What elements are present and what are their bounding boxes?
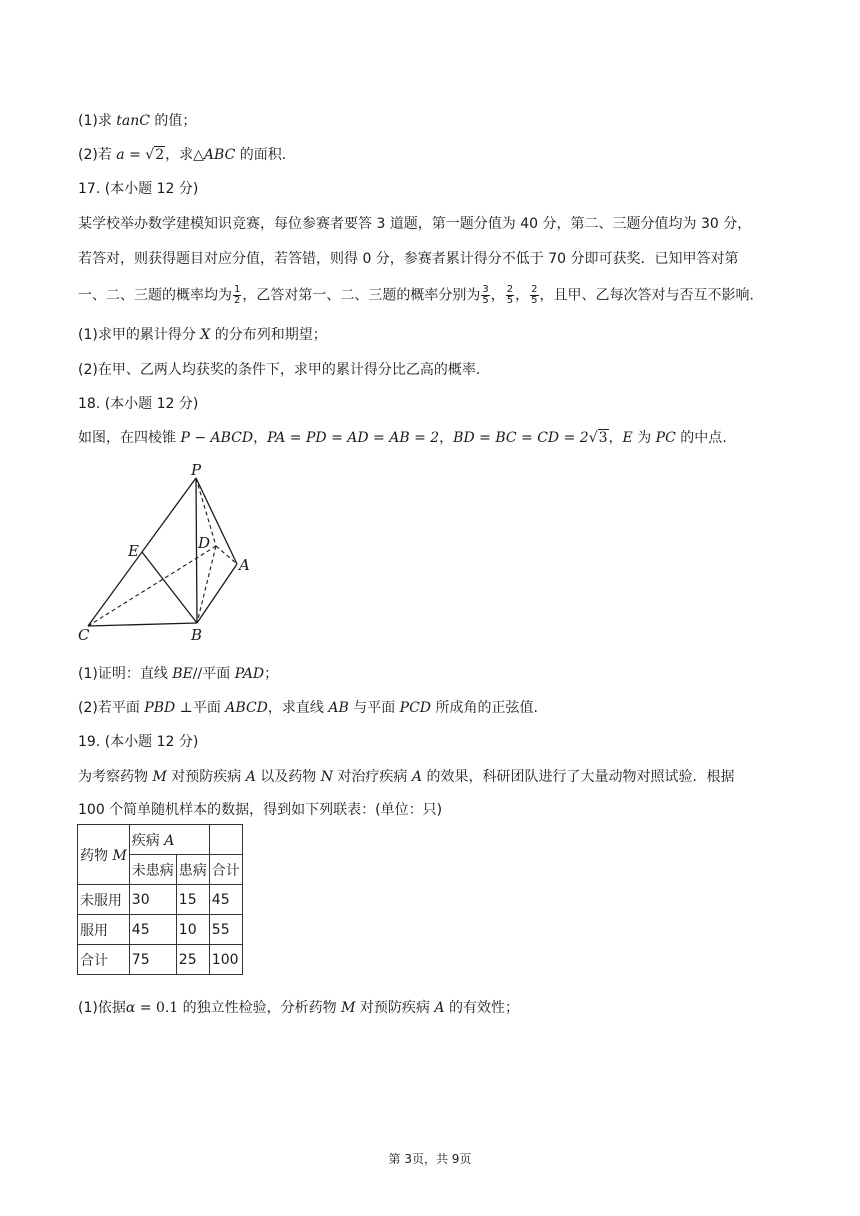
q18-part2: (2)若平面 PBD ⊥平面 ABCD，求直线 AB 与平面 PCD 所成角的正弦值. [78, 700, 538, 716]
edge-pb [196, 478, 197, 623]
table-col-header: 患病 [176, 855, 209, 885]
label-d: D [198, 534, 211, 552]
table-row-label: 未服用 [78, 885, 130, 915]
fraction-half: $\frac{1}{2}$ [234, 284, 241, 306]
q19-header: 19. (本小题 12 分) [78, 734, 199, 750]
table-row-header: 药物 M [78, 825, 130, 885]
label-p: P [191, 461, 202, 479]
q17-part2: (2)在甲、乙两人均获奖的条件下，求甲的累计得分比乙高的概率. [78, 362, 481, 378]
q19-part1: (1)依据α = 0.1 的独立性检验，分析药物 M 对预防疾病 A 的有效性； [78, 1000, 519, 1016]
edge-ba [197, 564, 237, 623]
sqrt-3: √3 [588, 430, 608, 446]
q17-line1: 某学校举办数学建模知识竞赛，每位参赛者要答 3 道题，第一题分值为 40 分，第二、三题分值均为 30 分， [78, 216, 752, 232]
table-col-header: 合计 [209, 855, 242, 885]
table-row [78, 945, 243, 975]
table-cell: 45 [129, 915, 176, 945]
label-c: C [78, 626, 90, 644]
table-row-label: 服用 [78, 915, 130, 945]
table-col-group: 疾病 A [129, 825, 209, 855]
table-row [78, 885, 243, 915]
edge-db [197, 546, 216, 623]
q17-line2: 若答对，则获得题目对应分值，若答错，则得 0 分，参赛者累计得分不低于 70 分即可获奖．已知甲答对第 [78, 251, 739, 267]
edge-da [216, 546, 237, 564]
q17-part1: (1)求甲的累计得分 X 的分布列和期望； [78, 327, 327, 343]
label-a: A [239, 556, 250, 574]
q19-line2: 100 个简单随机样本的数据，得到如下列联表：(单位：只) [78, 802, 443, 818]
q18-header: 18. (本小题 12 分) [78, 396, 199, 412]
table-empty-cell [209, 825, 242, 855]
q18-statement: 如图，在四棱锥 P − ABCD，PA = PD = AD = AB = 2，BD = BC = CD = 2√3，E 为 PC 的中点. [78, 430, 727, 446]
table-cell: 25 [176, 945, 209, 975]
table-cell: 45 [209, 885, 242, 915]
contingency-table [77, 824, 243, 975]
q17-header: 17. (本小题 12 分) [78, 181, 199, 197]
label-e: E [128, 542, 139, 560]
table-cell: 15 [176, 885, 209, 915]
table-cell: 10 [176, 915, 209, 945]
sqrt-2: √2 [145, 147, 165, 163]
q19-line1: 为考察药物 M 对预防疾病 A 以及药物 N 对治疗疾病 A 的效果，科研团队进行了大量动物对照试验．根据 [78, 769, 735, 785]
table-cell: 100 [209, 945, 242, 975]
table-row [78, 915, 243, 945]
table-cell: 55 [209, 915, 242, 945]
label-b: B [191, 626, 203, 644]
table-col-header: 未患病 [129, 855, 176, 885]
table-row-label: 合计 [78, 945, 130, 975]
fraction-p2: $\frac{2}{5}$ [506, 284, 514, 306]
edge-cb [88, 623, 197, 626]
table-cell: 75 [129, 945, 176, 975]
q16-part1: (1)求 tanC 的值； [78, 113, 197, 129]
q17-line3: 一、二、三题的概率均为 $\frac{1}{2}$ ，乙答对第一、二、三题的概率分别为 $\frac{3}{5}$ ， $\frac{2}{5}$ ， $\frac{2}{5}$ ，且甲、乙每次答对与否互不影响. [78, 284, 754, 306]
pyramid-figure [76, 460, 266, 645]
fraction-p1: $\frac{3}{5}$ [482, 284, 489, 306]
page-footer: 第 3页，共 9页 [388, 1152, 472, 1166]
fraction-p3: $\frac{2}{5}$ [531, 284, 538, 306]
table-cell: 30 [129, 885, 176, 915]
q18-part1: (1)证明：直线 BE//平面 PAD； [78, 666, 279, 682]
q16-part2: (2)若 a = √2，求△ABC 的面积. [78, 147, 287, 163]
